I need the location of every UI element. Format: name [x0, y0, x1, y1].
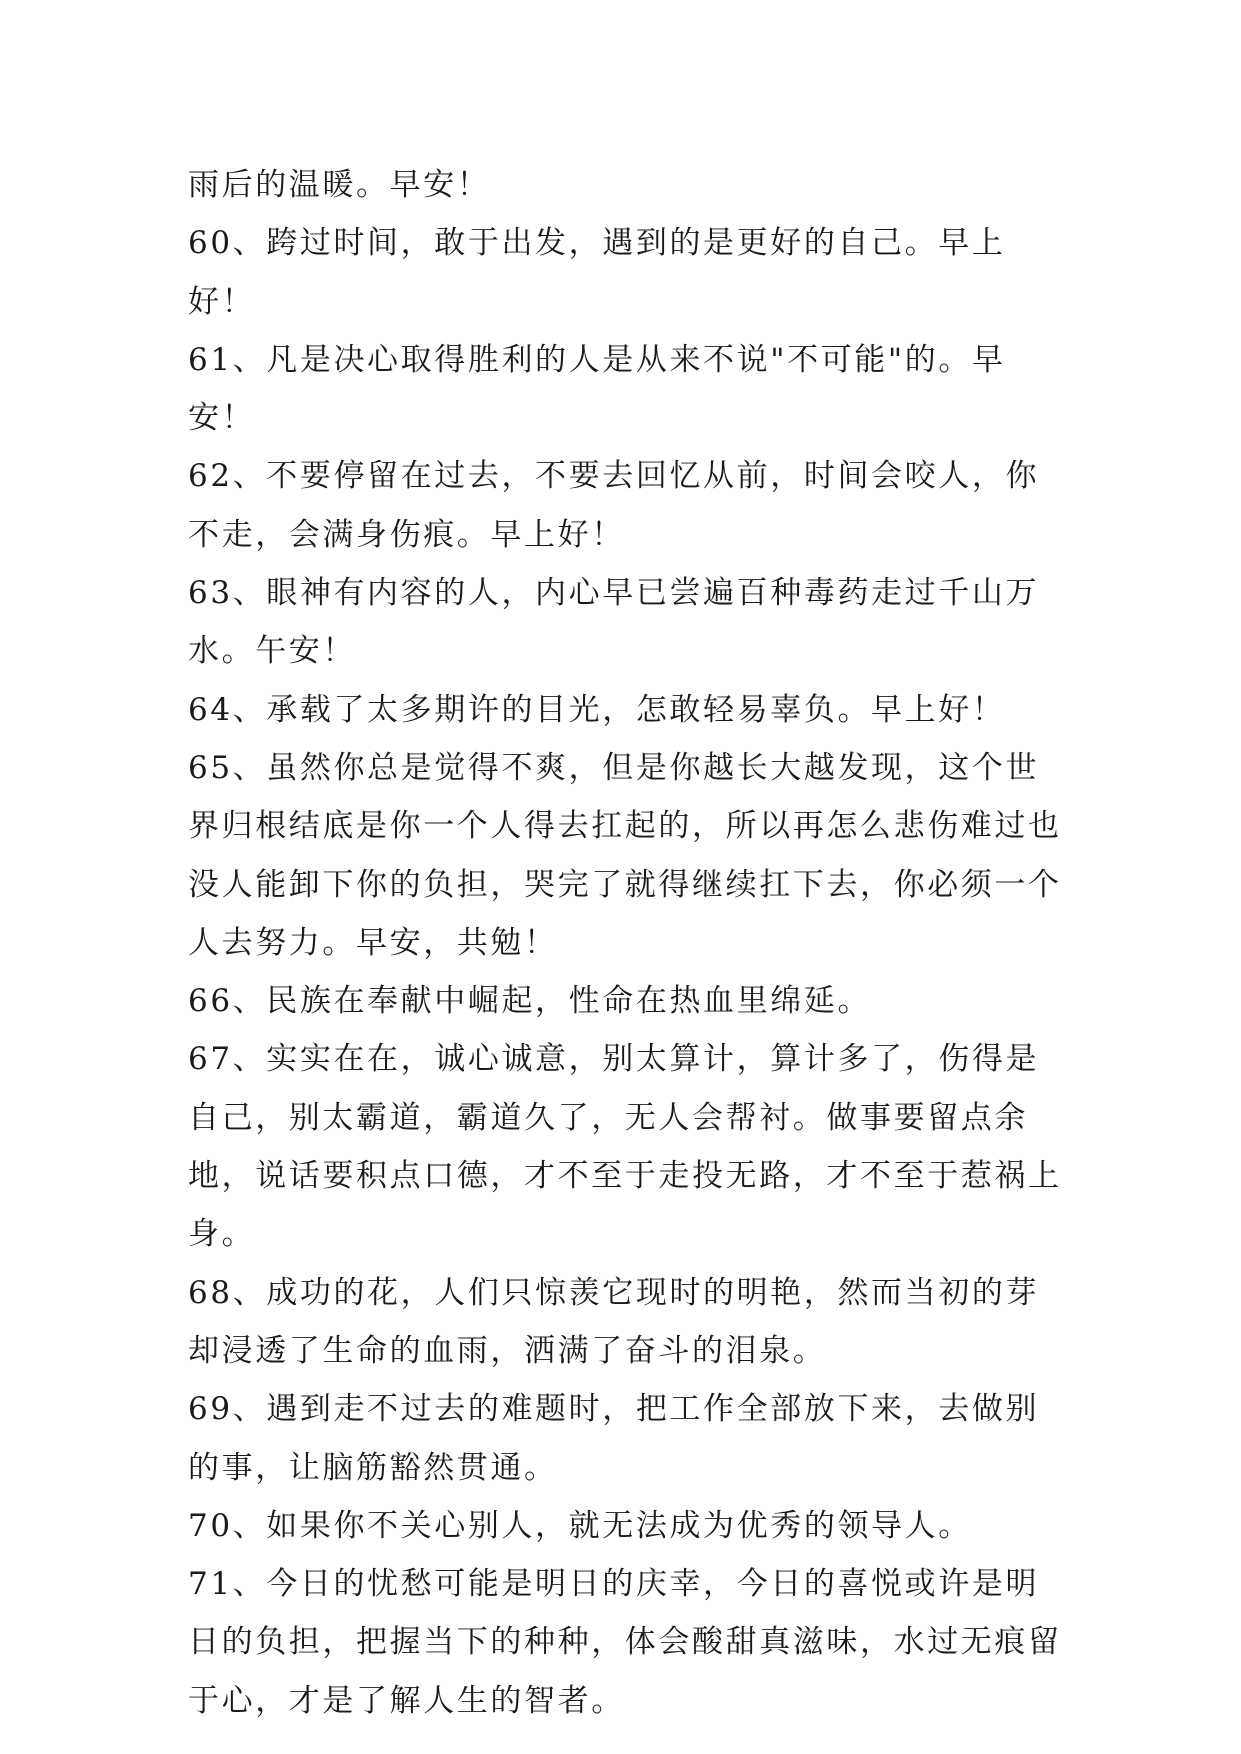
paragraph-65: 65、虽然你总是觉得不爽，但是你越长大越发现，这个世界归根结底是你一个人得去扛起的，所以再怎么悲伤难过也没人能卸下你的负担，哭完了就得继续扛下去，你必须一个人去努力。早安，共勉！	[188, 749, 1062, 961]
paragraph-66: 66、民族在奉献中崛起，性命在热血里绵延。	[188, 983, 872, 1020]
paragraph-71: 71、今日的忧愁可能是明日的庆幸，今日的喜悦或许是明日的负担，把握当下的种种，体会酸甜真滋味，水过无痕留于心，才是了解人生的智者。	[188, 1566, 1062, 1719]
document-body	[188, 156, 1068, 1730]
paragraph-63: 63、眼神有内容的人，内心早已尝遍百种毒药走过千山万水。午安！	[188, 575, 1040, 670]
paragraph-70: 70、如果你不关心别人，就无法成为优秀的领导人。	[188, 1507, 972, 1544]
paragraph-continuation: 雨后的温暖。早安！	[188, 167, 491, 203]
paragraph-69: 69、遇到走不过去的难题时，把工作全部放下来，去做别的事，让脑筋豁然贯通。	[188, 1391, 1040, 1486]
paragraph-62: 62、不要停留在过去，不要去回忆从前，时间会咬人，你不走，会满身伤痕。早上好！	[188, 458, 1040, 553]
paragraph-60: 60、跨过时间，敢于出发，遇到的是更好的自己。早上好！	[188, 225, 1006, 320]
paragraph-61: 61、凡是决心取得胜利的人是从来不说"不可能"的。早安！	[188, 341, 1006, 437]
paragraph-68: 68、成功的花，人们只惊羡它现时的明艳，然而当初的芽却浸透了生命的血雨，洒满了奋斗的泪泉。	[188, 1274, 1040, 1369]
paragraph-67: 67、实实在在，诚心诚意，别太算计，算计多了，伤得是自己，别太霸道，霸道久了，无人会帮衬。做事要留点余地，说话要积点口德，才不至于走投无路，才不至于惹祸上身。	[188, 1041, 1062, 1253]
paragraph-64: 64、承载了太多期许的目光，怎敢轻易辜负。早上好！	[188, 691, 1006, 728]
